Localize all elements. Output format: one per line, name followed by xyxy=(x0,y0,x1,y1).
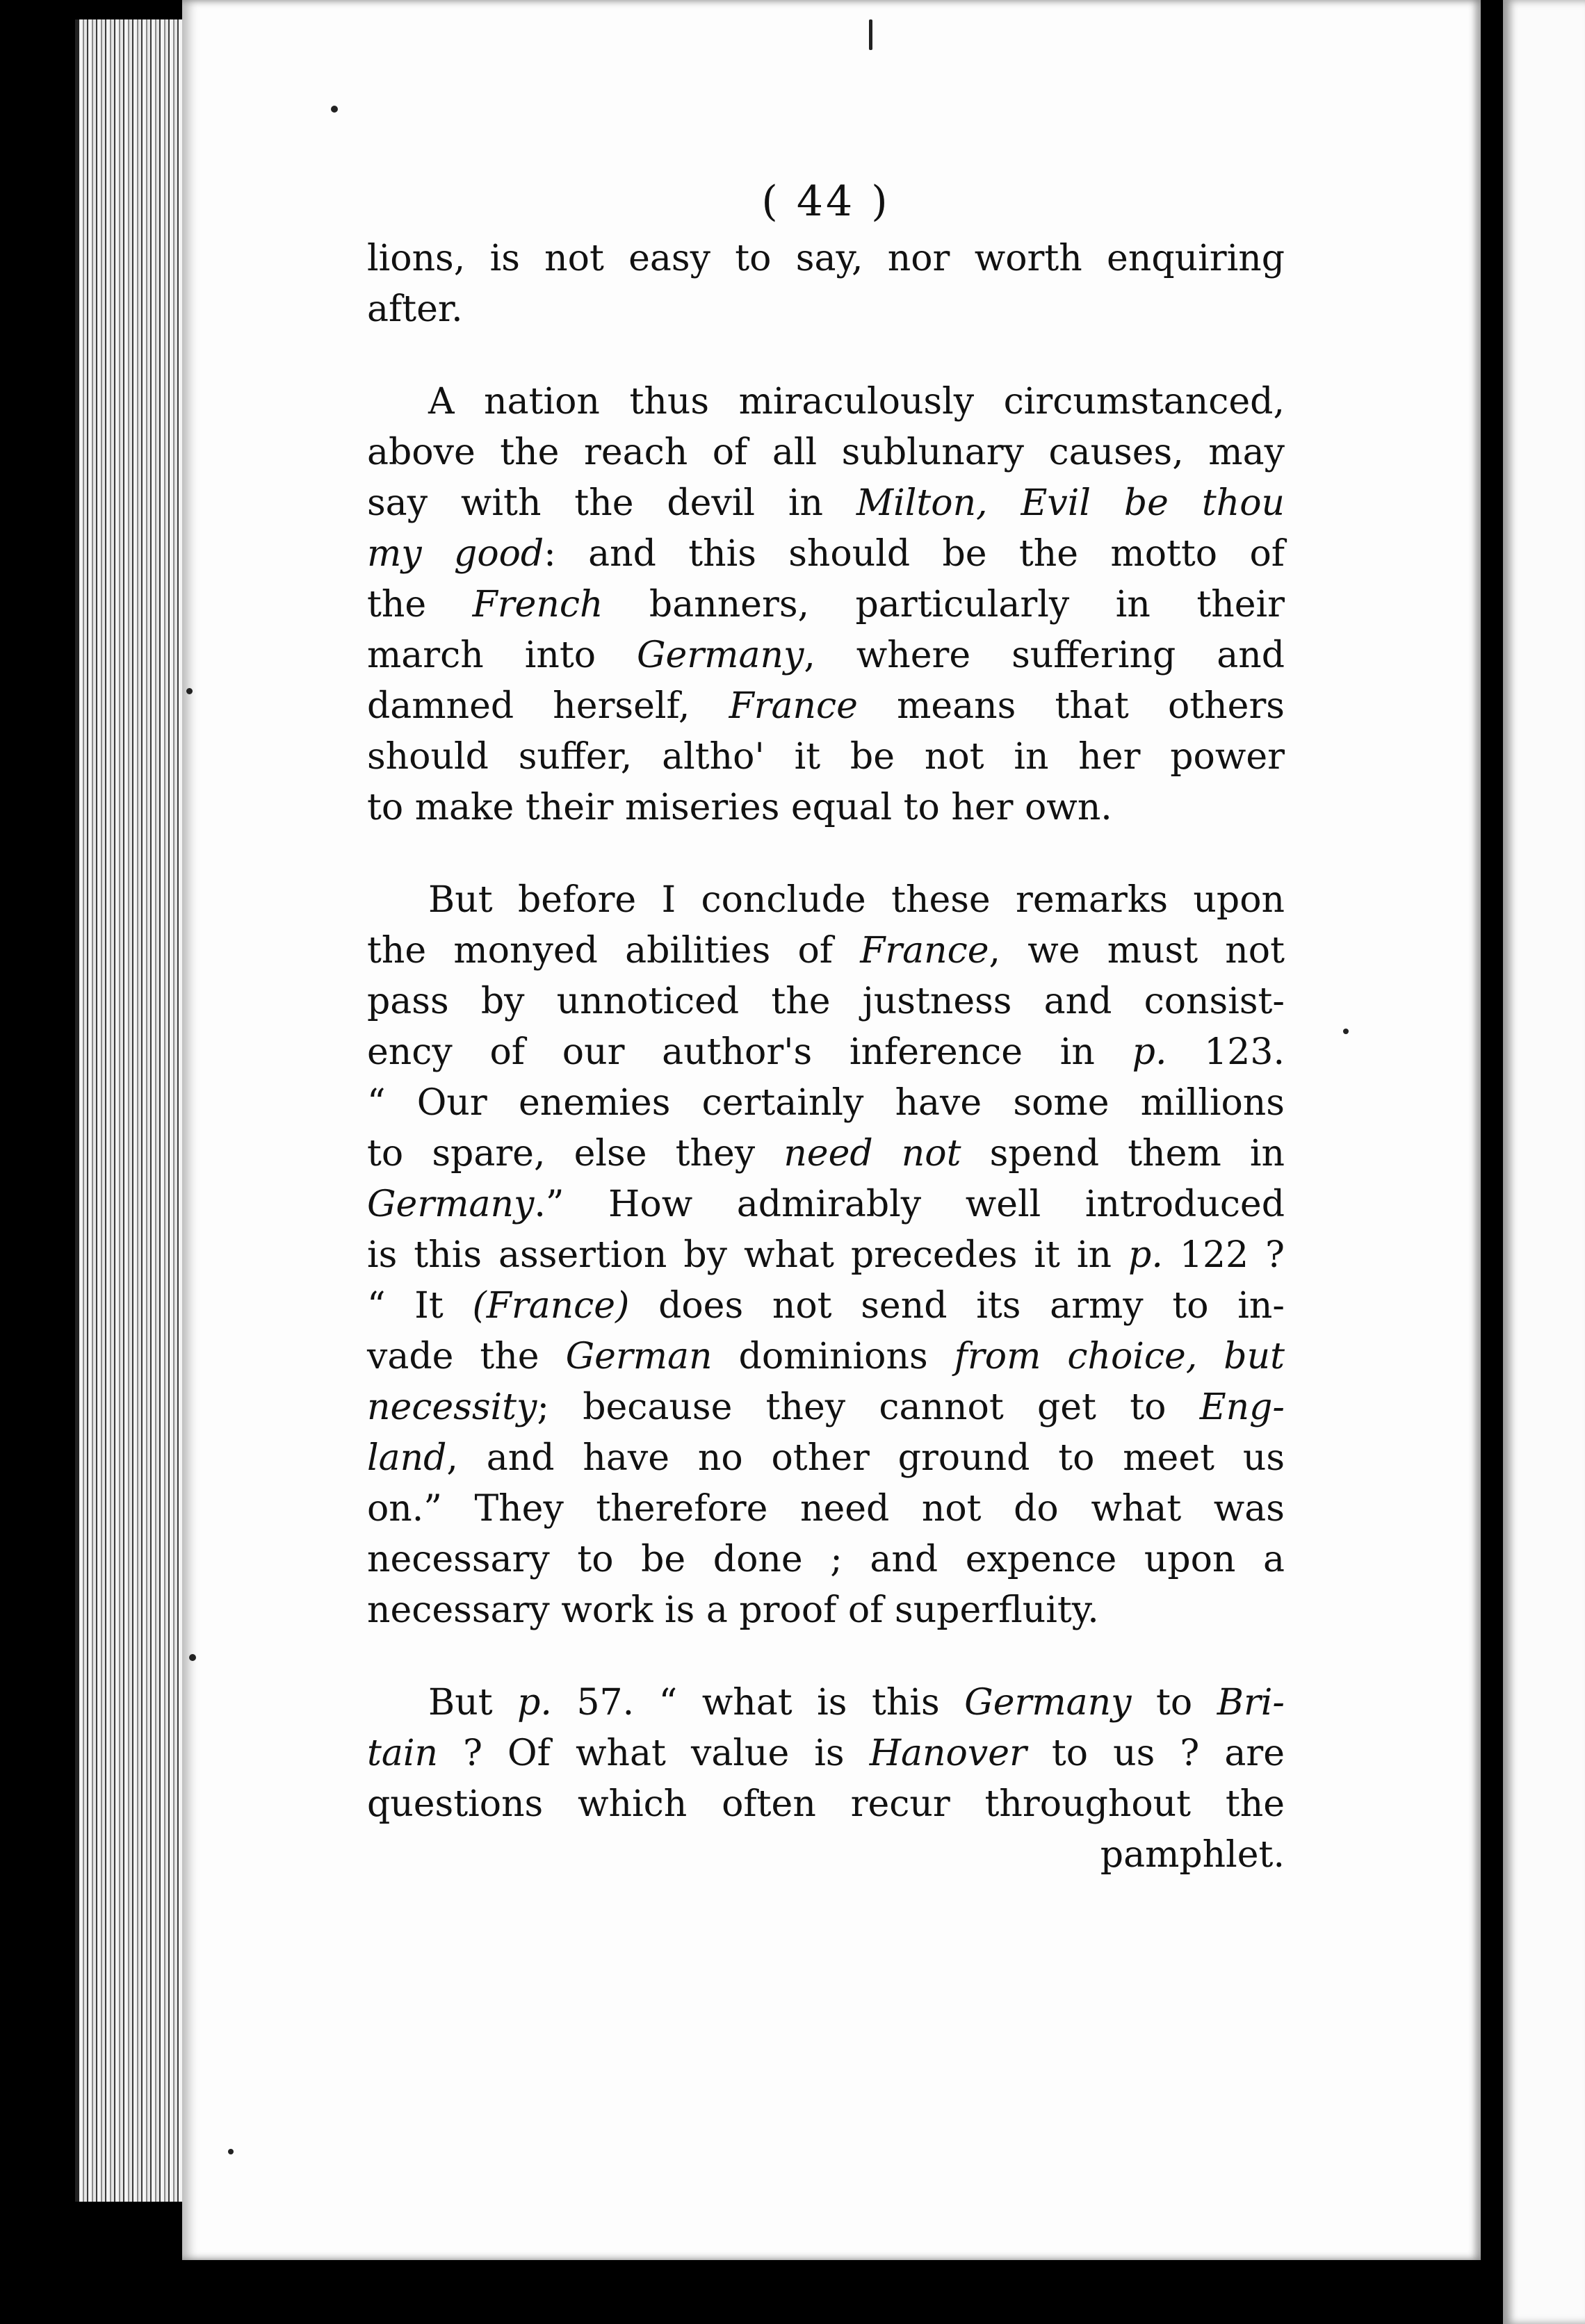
italic-text: Germany xyxy=(636,635,804,676)
text: banners, particularly in their xyxy=(603,584,1285,625)
italic-text: my good xyxy=(367,533,544,575)
italic-text: tain xyxy=(367,1733,439,1774)
italic-text: Germany xyxy=(367,1184,535,1225)
italic-text: Milton, Evil be thou xyxy=(856,482,1285,524)
text: on.” They therefore need not do what was xyxy=(367,1488,1285,1530)
page-text xyxy=(367,174,1285,1922)
ink-speck xyxy=(186,688,193,694)
italic-text: Germany xyxy=(964,1682,1132,1724)
text-line xyxy=(367,1779,1285,1830)
text: “ Our enemies certainly have some millions xyxy=(367,1082,1285,1124)
text: , we must not xyxy=(989,930,1285,972)
text: A nation thus miraculously circumstanced, xyxy=(428,381,1285,423)
text: the xyxy=(367,584,473,625)
text-line xyxy=(367,1129,1285,1179)
facing-page-edge xyxy=(1503,0,1585,2324)
text: ; because they cannot get to xyxy=(537,1386,1200,1428)
text: 122 ? xyxy=(1162,1234,1285,1276)
text: to make their miseries equal to her own. xyxy=(367,787,1112,828)
italic-text: necessity xyxy=(367,1386,537,1428)
text: “ It xyxy=(367,1285,473,1327)
text: ency of our author's inference in xyxy=(367,1031,1132,1073)
text: , and have no other ground to meet us xyxy=(446,1437,1285,1479)
page-number: ( 44 ) xyxy=(761,177,891,226)
ink-speck xyxy=(331,106,338,113)
text-line xyxy=(367,1535,1285,1585)
italic-text: p. xyxy=(1128,1234,1163,1276)
text: ? Of what value is xyxy=(438,1733,870,1774)
text-line xyxy=(367,377,1285,427)
text-line xyxy=(367,1678,1285,1728)
italic-text: Bri- xyxy=(1217,1682,1285,1724)
text-line xyxy=(367,1281,1285,1332)
text-line xyxy=(367,1484,1285,1535)
text: pass by unnoticed the justness and consist- xyxy=(367,981,1285,1022)
text-line xyxy=(367,1332,1285,1382)
italic-text: from choice, but xyxy=(954,1336,1285,1377)
text: damned herself, xyxy=(367,685,729,727)
text-line xyxy=(367,630,1285,681)
text-line xyxy=(367,926,1285,976)
text: march into xyxy=(367,635,637,676)
text: vade the xyxy=(367,1336,566,1377)
text-line xyxy=(367,1585,1285,1636)
text: 123. xyxy=(1167,1031,1285,1073)
text: But before I conclude these remarks upon xyxy=(428,879,1285,921)
text: to spare, else they xyxy=(367,1133,784,1175)
text: questions which often recur throughout the xyxy=(367,1783,1285,1825)
italic-text: p. xyxy=(517,1682,552,1724)
text: .” How admirably well introduced xyxy=(534,1184,1285,1225)
paragraphs xyxy=(367,234,1285,1881)
text: But xyxy=(428,1682,518,1724)
book-gutter xyxy=(1481,0,1503,2324)
text-line xyxy=(367,478,1285,529)
text-line xyxy=(367,1728,1285,1779)
text: above the reach of all sublunary causes, may xyxy=(367,432,1285,473)
text: does not send its army to in- xyxy=(629,1285,1285,1327)
italic-text: France xyxy=(860,930,989,972)
text-line xyxy=(367,681,1285,732)
italic-text: p. xyxy=(1132,1031,1167,1073)
text: , where suffering and xyxy=(804,635,1285,676)
text-line xyxy=(367,783,1285,833)
paragraph xyxy=(367,875,1285,1636)
text: say with the devil in xyxy=(367,482,856,524)
text-line xyxy=(367,529,1285,580)
text: to xyxy=(1131,1682,1217,1724)
text: after. xyxy=(367,288,463,330)
italic-text: French xyxy=(472,584,603,625)
italic-text: German xyxy=(565,1336,713,1377)
text-line xyxy=(367,732,1285,783)
text-line xyxy=(367,976,1285,1027)
italic-text: (France) xyxy=(472,1285,630,1327)
italic-text: Eng- xyxy=(1199,1386,1285,1428)
ink-speck xyxy=(869,19,872,50)
text-line xyxy=(367,234,1285,284)
text: dominions xyxy=(712,1336,954,1377)
text: lions, is not easy to say, nor worth enquiring xyxy=(367,238,1285,279)
ink-speck xyxy=(189,1654,196,1661)
italic-text: France xyxy=(729,685,858,727)
text-line xyxy=(367,1179,1285,1230)
catchword: pamphlet. xyxy=(1100,1834,1285,1876)
text: 57. “ what is this xyxy=(551,1682,965,1724)
paragraph xyxy=(367,234,1285,335)
text: necessary to be done ; and expence upon a xyxy=(367,1539,1285,1580)
text-line xyxy=(367,580,1285,630)
text: spend them in xyxy=(961,1133,1285,1175)
italic-text: Hanover xyxy=(869,1733,1027,1774)
italic-text: need not xyxy=(783,1133,961,1175)
text: is this assertion by what precedes it in xyxy=(367,1234,1129,1276)
text-line xyxy=(367,427,1285,478)
ink-speck xyxy=(228,2149,234,2154)
italic-text: land xyxy=(367,1437,447,1479)
ink-speck xyxy=(1343,1029,1349,1034)
text-line xyxy=(367,1027,1285,1078)
text-line xyxy=(367,1078,1285,1129)
text-line xyxy=(367,1230,1285,1281)
text: : and this should be the motto of xyxy=(544,533,1285,575)
text-line xyxy=(367,875,1285,926)
text-line xyxy=(367,1382,1285,1433)
text: necessary work is a proof of superfluity. xyxy=(367,1589,1099,1631)
text: the monyed abilities of xyxy=(367,930,861,972)
text-line xyxy=(367,284,1285,335)
paragraph xyxy=(367,1678,1285,1881)
text-line xyxy=(367,1433,1285,1484)
text: should suffer, altho' it be not in her power xyxy=(367,736,1285,778)
book-page-edges xyxy=(75,19,190,2202)
paragraph xyxy=(367,377,1285,833)
text: means that others xyxy=(857,685,1285,727)
text: to us ? are xyxy=(1026,1733,1285,1774)
